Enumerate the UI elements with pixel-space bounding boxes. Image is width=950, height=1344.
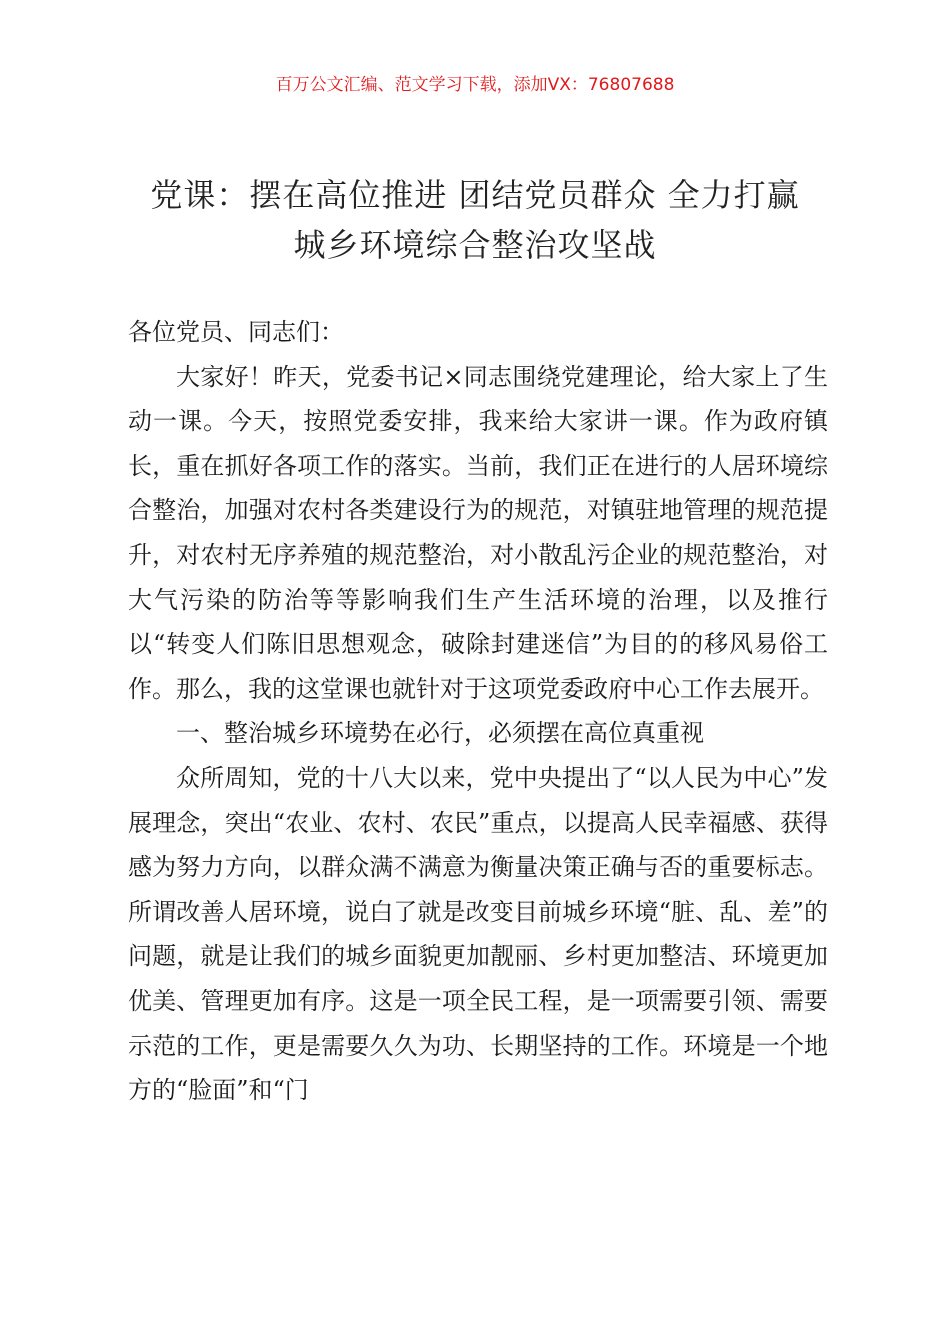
title-line-1: 党课：摆在高位推进 团结党员群众 全力打赢 <box>150 176 800 214</box>
paragraph-section-1: 众所周知，党的十八大以来，党中央提出了“以人民为中心”发展理念，突出“农业、农村、农民”重点，以提高人民幸福感、获得感为努力方向，以群众满不满意为衡量决策正确与否的重要标志。所谓改善人居环境，说白了就是改变目前城乡环境“脏、乱、差”的问题，就是让我们的城乡面貌更加靓丽、乡村更加整洁、环境更加优美、管理更加有序。这是一项全民工程，是一项需要引领、需要示范的工作，更是需要久久为功、长期坚持的工作。环境是一个地方的“脸面”和“门 <box>128 763 828 1105</box>
paragraph-opening: 大家好！昨天，党委书记×同志围绕党建理论，给大家上了生动一课。今天，按照党委安排，我来给大家讲一课。作为政府镇长，重在抓好各项工作的落实。当前，我们正在进行的人居环境综合整治，加强对农村各类建设行为的规范，对镇驻地管理的规范提升，对农村无序养殖的规范整治，对小散乱污企业的规范整治，对大气污染的防治等等影响我们生产生活环境的治理，以及推行以“转变人们陈旧思想观念，破除封建迷信”为目的的移风易俗工作。那么，我的这堂课也就针对于这项党委政府中心工作去展开。 <box>128 362 828 703</box>
document-title <box>110 170 840 270</box>
document-body <box>128 310 828 1113</box>
salutation: 各位党员、同志们： <box>128 318 344 346</box>
section-heading-1: 一、整治城乡环境势在必行，必须摆在高位真重视 <box>176 719 704 748</box>
title-line-2: 城乡环境综合整治攻坚战 <box>293 226 657 264</box>
watermark-banner: 百万公文汇编、范文学习下载，添加VX：76807688 <box>275 75 675 95</box>
